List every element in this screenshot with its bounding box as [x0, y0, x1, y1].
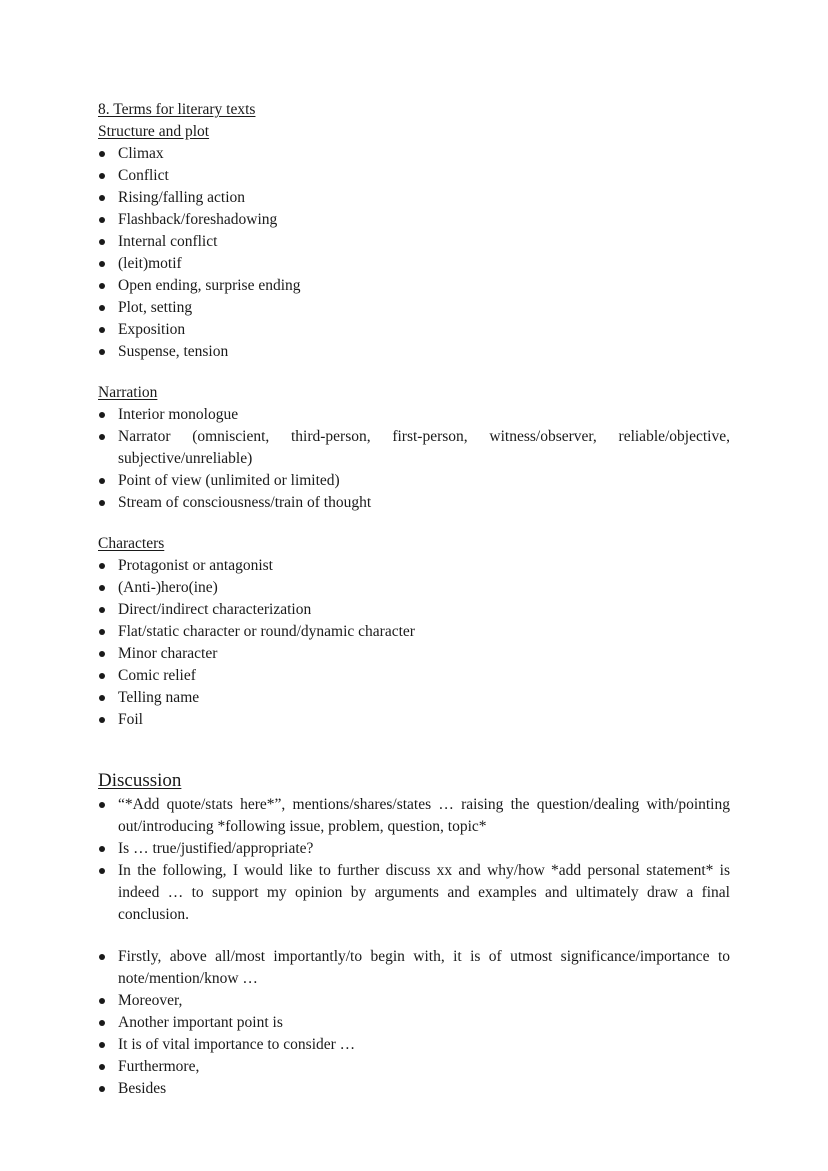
section-title: 8. Terms for literary texts: [98, 101, 256, 118]
list-item: Protagonist or antagonist: [98, 555, 730, 577]
list-item: Direct/indirect characterization: [98, 599, 730, 621]
narration-heading: Narration: [98, 384, 158, 401]
list-item: Climax: [98, 143, 730, 165]
list-item: Stream of consciousness/train of thought: [98, 492, 730, 514]
list-item: Open ending, surprise ending: [98, 275, 730, 297]
list-item: Conflict: [98, 165, 730, 187]
list-item: In the following, I would like to further discuss xx and why/how *add personal statement* is indeed … to support my opinion by arguments and examples and ultimately draw a final conclusion.: [98, 860, 730, 926]
discussion-heading: Discussion: [98, 770, 182, 791]
discussion-intro-list: [98, 794, 730, 926]
list-item: Telling name: [98, 687, 730, 709]
list-item: Exposition: [98, 319, 730, 341]
list-item: Moreover,: [98, 990, 730, 1012]
narration-list: [98, 404, 730, 514]
list-item: Internal conflict: [98, 231, 730, 253]
list-item: Minor character: [98, 643, 730, 665]
list-item: Flat/static character or round/dynamic character: [98, 621, 730, 643]
list-item: Foil: [98, 709, 730, 731]
list-item: It is of vital importance to consider …: [98, 1034, 730, 1056]
structure-list: [98, 143, 730, 363]
list-item: Furthermore,: [98, 1056, 730, 1078]
list-item: Another important point is: [98, 1012, 730, 1034]
list-item: Comic relief: [98, 665, 730, 687]
structure-heading: Structure and plot: [98, 123, 210, 140]
spacer: [98, 731, 730, 768]
list-item: Interior monologue: [98, 404, 730, 426]
list-item: Is … true/justified/appropriate?: [98, 838, 730, 860]
list-item: Firstly, above all/most importantly/to begin with, it is of utmost significance/importance to note/mention/know …: [98, 946, 730, 990]
list-item: “*Add quote/stats here*”, mentions/shares/states … raising the question/dealing with/pointing out/introducing *following issue, problem, question, topic*: [98, 794, 730, 838]
list-item: Plot, setting: [98, 297, 730, 319]
list-item: (Anti-)hero(ine): [98, 577, 730, 599]
spacer: [98, 363, 730, 382]
list-item: Point of view (unlimited or limited): [98, 470, 730, 492]
document-content: [98, 99, 730, 1100]
spacer: [98, 514, 730, 533]
list-item: Suspense, tension: [98, 341, 730, 363]
characters-list: [98, 555, 730, 731]
spacer: [98, 926, 730, 946]
characters-heading: Characters: [98, 535, 165, 552]
list-item: Flashback/foreshadowing: [98, 209, 730, 231]
list-item: (leit)motif: [98, 253, 730, 275]
discussion-connector-list: [98, 946, 730, 1100]
list-item: Narrator (omniscient, third-person, first-person, witness/observer, reliable/objective, subjective/unreliable): [98, 426, 730, 470]
list-item: Rising/falling action: [98, 187, 730, 209]
list-item: Besides: [98, 1078, 730, 1100]
